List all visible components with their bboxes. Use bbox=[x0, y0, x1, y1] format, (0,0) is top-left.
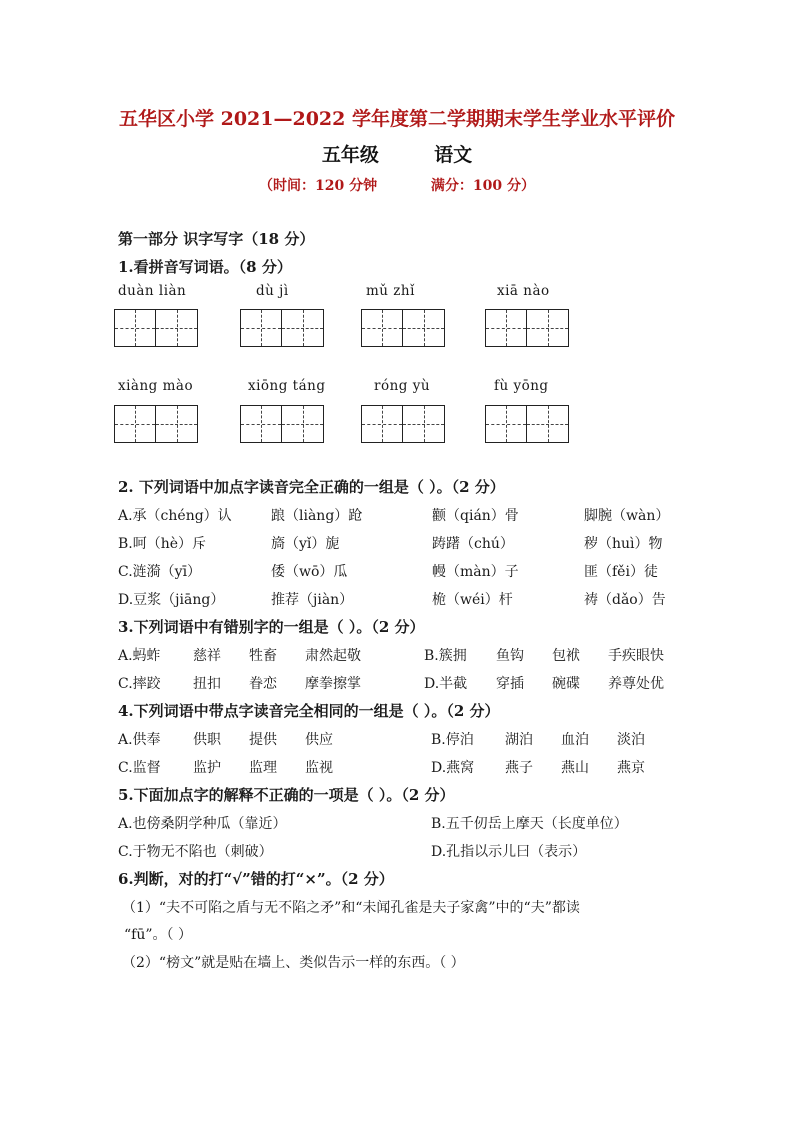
q2-option: 匪（fěi）徒 bbox=[584, 564, 658, 580]
pinyin-8: fù yōng bbox=[494, 378, 549, 394]
pinyin-5: xiàng mào bbox=[118, 378, 194, 394]
q3-word: 眷恋 bbox=[249, 676, 277, 692]
q2-option: 秽（huì）物 bbox=[584, 536, 663, 552]
q4-word: 监理 bbox=[249, 760, 277, 776]
q4-word: 供应 bbox=[305, 732, 333, 748]
q4-word: 湖泊 bbox=[505, 732, 533, 748]
q2-option: 桅（wéi）杆 bbox=[432, 592, 513, 608]
q2-option: 幔（màn）子 bbox=[432, 564, 519, 580]
q2-stem: 2. 下列词语中加点字读音完全正确的一组是（ ）。（2 分） bbox=[118, 478, 505, 496]
q3-word: 摩拳擦掌 bbox=[305, 676, 361, 692]
q4-word: 燕子 bbox=[505, 760, 533, 776]
q2-option: 脚腕（wàn） bbox=[584, 508, 670, 524]
q2-option: A.承（chéng）认 bbox=[118, 508, 232, 524]
q4-word: 供职 bbox=[193, 732, 221, 748]
q3-stem: 3.下列词语中有错别字的一组是（ ）。（2 分） bbox=[118, 618, 425, 636]
q5-stem: 5.下面加点字的解释不正确的一项是（ ）。（2 分） bbox=[118, 786, 455, 804]
q2-option: 祷（dǎo）告 bbox=[584, 592, 666, 608]
q4-word: B.停泊 bbox=[431, 732, 474, 748]
q2-option: 颧（qián）骨 bbox=[432, 508, 519, 524]
pinyin-2: dù jì bbox=[256, 283, 289, 299]
q4-word: 监视 bbox=[305, 760, 333, 776]
q6-stem: 6.判断，对的打“√”错的打“×”。（2 分） bbox=[118, 870, 394, 888]
pinyin-3: mǔ zhǐ bbox=[366, 283, 415, 299]
q4-word: 提供 bbox=[249, 732, 277, 748]
q2-option: D.豆浆（jiāng） bbox=[118, 592, 225, 608]
q6-item-1-cont: “fū”。（ ） bbox=[124, 927, 192, 943]
q5-option: D.孔指以示儿曰（表示） bbox=[431, 844, 587, 860]
q3-word: B.簇拥 bbox=[424, 648, 467, 664]
q3-word: D.半截 bbox=[424, 676, 468, 692]
q4-word: 监护 bbox=[193, 760, 221, 776]
q3-word: 鱼钩 bbox=[496, 648, 524, 664]
part1-heading: 第一部分 识字写字（18 分） bbox=[118, 230, 315, 248]
q3-word: A.蚂蚱 bbox=[118, 648, 161, 664]
q3-word: 养尊处优 bbox=[608, 676, 664, 692]
time-label: （时间：120 分钟 bbox=[259, 178, 378, 194]
writing-grid-7[interactable] bbox=[361, 405, 445, 443]
q4-word: 血泊 bbox=[561, 732, 589, 748]
q4-word: A.供奉 bbox=[118, 732, 161, 748]
q3-word: C.摔跤 bbox=[118, 676, 161, 692]
writing-grid-8[interactable] bbox=[485, 405, 569, 443]
q4-word: D.燕窝 bbox=[431, 760, 475, 776]
q2-option: 推荐（jiàn） bbox=[271, 592, 354, 608]
q2-option: B.呵（hè）斥 bbox=[118, 536, 207, 552]
q3-word: 扭扣 bbox=[193, 676, 221, 692]
q5-option: A.也傍桑阴学种瓜（靠近） bbox=[118, 816, 287, 832]
q3-word: 穿插 bbox=[496, 676, 524, 692]
writing-grid-5[interactable] bbox=[114, 405, 198, 443]
pinyin-1: duàn liàn bbox=[118, 283, 187, 299]
writing-grid-4[interactable] bbox=[485, 309, 569, 347]
q2-option: C.涟漪（yī） bbox=[118, 564, 202, 580]
q2-option: 倭（wō）瓜 bbox=[271, 564, 348, 580]
q3-word: 肃然起敬 bbox=[305, 648, 361, 664]
q3-word: 包袱 bbox=[552, 648, 580, 664]
q6-item-1: （1）“夫不可陷之盾与无不陷之矛”和“未闻孔雀是夫子家禽”中的“夫”都读 bbox=[122, 900, 580, 916]
pinyin-7: róng yù bbox=[374, 378, 431, 394]
subject-label: 语文 bbox=[434, 144, 473, 166]
q3-word: 牲畜 bbox=[249, 648, 277, 664]
q5-option: B.五千仞岳上摩天（长度单位） bbox=[431, 816, 628, 832]
writing-grid-3[interactable] bbox=[361, 309, 445, 347]
q2-option: 踌躇（chú） bbox=[432, 536, 514, 552]
grade-subject-line bbox=[0, 140, 794, 167]
score-label: 满分：100 分） bbox=[430, 178, 535, 194]
pinyin-4: xiā nào bbox=[497, 283, 550, 299]
grade-label: 五年级 bbox=[321, 144, 379, 166]
q4-word: C.监督 bbox=[118, 760, 161, 776]
exam-title: 五华区小学 2021—2022 学年度第二学期期末学生学业水平评价 bbox=[119, 108, 675, 130]
q4-word: 淡泊 bbox=[617, 732, 645, 748]
q4-stem: 4.下列词语中带点字读音完全相同的一组是（ ）。（2 分） bbox=[118, 702, 500, 720]
writing-grid-6[interactable] bbox=[240, 405, 324, 443]
writing-grid-1[interactable] bbox=[114, 309, 198, 347]
q2-option: 踉（liàng）跄 bbox=[271, 508, 363, 524]
writing-grid-2[interactable] bbox=[240, 309, 324, 347]
q6-item-2: （2）“榜文”就是贴在墙上、类似告示一样的东西。（ ） bbox=[122, 955, 465, 971]
time-score-line bbox=[0, 175, 794, 195]
q3-word: 手疾眼快 bbox=[608, 648, 664, 664]
q5-option: C.于物无不陷也（刺破） bbox=[118, 844, 273, 860]
q1-stem: 1.看拼音写词语。（8 分） bbox=[118, 258, 292, 276]
q3-word: 慈祥 bbox=[193, 648, 221, 664]
q3-word: 碗碟 bbox=[552, 676, 580, 692]
q2-option: 旖（yǐ）旎 bbox=[271, 536, 340, 552]
pinyin-6: xiōng táng bbox=[248, 378, 326, 394]
q4-word: 燕山 bbox=[561, 760, 589, 776]
q4-word: 燕京 bbox=[617, 760, 645, 776]
